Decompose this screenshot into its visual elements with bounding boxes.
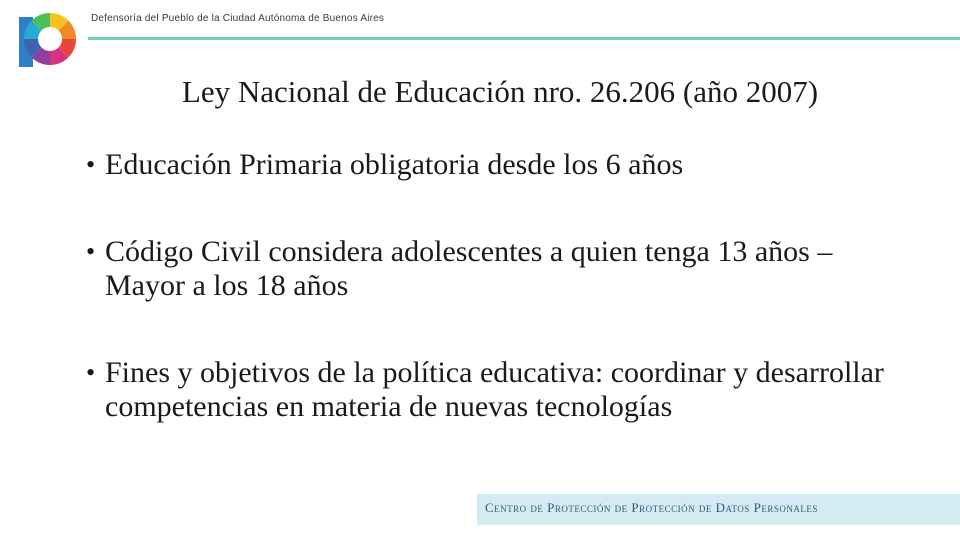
bullet-item (86, 148, 906, 183)
bullet-text: Educación Primaria obligatoria desde los 6 años (105, 148, 684, 181)
bullet-dot-icon: • (86, 357, 96, 387)
bullet-dot-icon: • (86, 150, 96, 179)
footer-text: Centro de Protección de Protección de Datos Personales (485, 500, 818, 515)
header-rule (88, 37, 960, 40)
defensoria-p-logo-icon (17, 9, 77, 69)
slide-title: Ley Nacional de Educación nro. 26.206 (año 2007) (181, 74, 819, 109)
bullet-list (86, 148, 906, 425)
footer-bar (477, 494, 960, 525)
bullet-dot-icon: • (86, 236, 96, 266)
bullet-text: Código Civil considera adolescentes a quien tenga 13 años – Mayor a los 18 años (105, 234, 833, 302)
bullet-item (86, 356, 906, 425)
bullet-item (86, 235, 906, 304)
bullet-text: Fines y objetivos de la política educativa: coordinar y desarrollar competencias en materia de nuevas tecnologías (105, 355, 884, 423)
org-name: Defensoría del Pueblo de la Ciudad Autónoma de Buenos Aires (91, 13, 385, 24)
